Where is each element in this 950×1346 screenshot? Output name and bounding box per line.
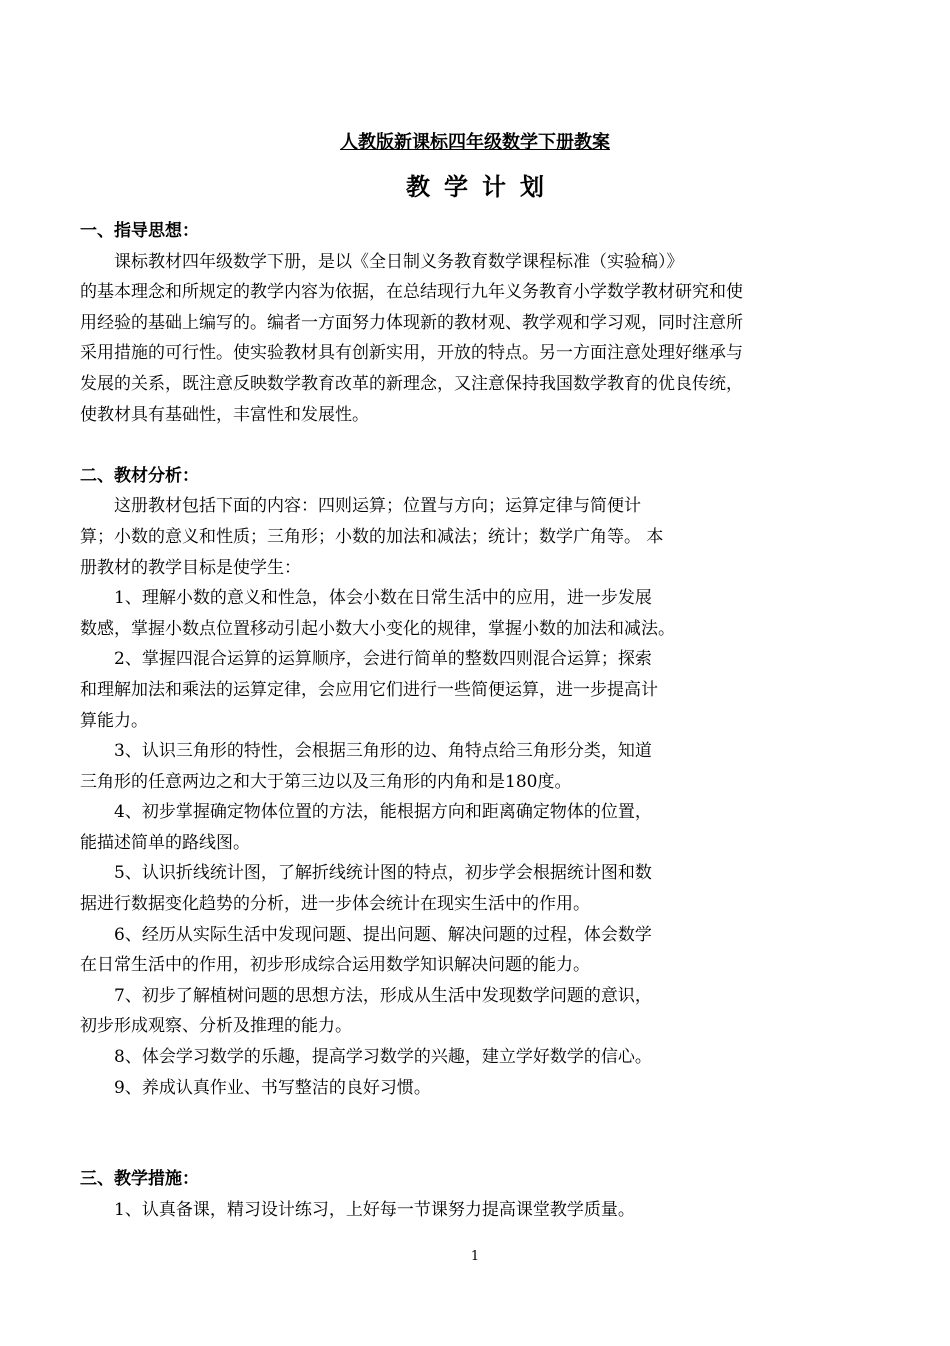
document-title: 人教版新课标四年级数学下册教案 [340, 132, 610, 153]
text-line: 这册教材包括下面的内容：四则运算；位置与方向；运算定律与简便计 [114, 496, 641, 517]
text-line: 采用措施的可行性。使实验教材具有创新实用，开放的特点。另一方面注意处理好继承与 [80, 343, 743, 364]
text-line: 2、掌握四混合运算的运算顺序，会进行简单的整数四则混合运算；探索 [114, 649, 652, 670]
text-line: 和理解加法和乘法的运算定律，会应用它们进行一些简便运算，进一步提高计 [80, 679, 658, 700]
text-line: 7、初步了解植树问题的思想方法，形成从生活中发现数学问题的意识， [114, 985, 652, 1006]
document-subtitle: 教学计划 [406, 172, 558, 201]
goal-item-8 [80, 1042, 840, 1073]
text-line: 三角形的任意两边之和大于第三边以及三角形的内角和是180度。 [80, 771, 572, 792]
text-line: 9、养成认真作业、书写整洁的良好习惯。 [114, 1077, 431, 1098]
goal-item-2 [80, 644, 840, 736]
section-heading-guiding-thought: 一、指导思想： [80, 221, 199, 241]
text-line: 数感，掌握小数点位置移动引起小数大小变化的规律，掌握小数的加法和减法。 [80, 618, 675, 639]
goal-item-3 [80, 736, 840, 797]
text-line: 用经验的基础上编写的。编者一方面努力体现新的教材观、教学观和学习观，同时注意所 [80, 312, 743, 333]
text-line: 5、认识折线统计图，了解折线统计图的特点，初步学会根据统计图和数 [114, 863, 652, 884]
text-line: 在日常生活中的作用，初步形成综合运用数学知识解决问题的能力。 [80, 955, 590, 976]
text-line: 3、认识三角形的特性，会根据三角形的边、角特点给三角形分类，知道 [114, 741, 652, 762]
paragraph-guiding-thought [80, 247, 840, 431]
text-line: 能描述简单的路线图。 [80, 832, 250, 853]
text-line: 的基本理念和所规定的教学内容为依据，在总结现行九年义务教育小学数学教材研究和使 [80, 282, 743, 303]
text-line: 课标教材四年级数学下册，是以《全日制义务教育数学课程标准（实验稿）》 [114, 251, 684, 272]
goal-item-6 [80, 920, 840, 981]
text-line: 算能力。 [80, 710, 148, 731]
section-heading-teaching-measures: 三、教学措施： [80, 1169, 199, 1190]
goal-item-9 [80, 1073, 840, 1104]
section-heading-material-analysis: 二、教材分析： [80, 465, 199, 486]
goal-item-4 [80, 797, 840, 858]
goal-item-1 [80, 583, 840, 644]
spacer [80, 430, 840, 461]
paragraph-material-intro [80, 491, 840, 583]
text-line: 册教材的教学目标是使学生： [80, 557, 301, 578]
text-line: 6、经历从实际生活中发现问题、提出问题、解决问题的过程，体会数学 [114, 924, 652, 945]
text-line: 初步形成观察、分析及推理的能力。 [80, 1016, 352, 1037]
document-body [80, 216, 840, 1225]
text-line: 8、体会学习数学的乐趣，提高学习数学的兴趣，建立学好数学的信心。 [114, 1047, 652, 1068]
paragraph-teaching-measures [80, 1195, 840, 1226]
text-line: 1、认真备课，精习设计练习，上好每一节课努力提高课堂教学质量。 [114, 1199, 635, 1220]
page-number: 1 [470, 1249, 480, 1264]
text-line: 发展的关系，既注意反映数学教育改革的新理念，又注意保持我国数学教育的优良传统， [80, 373, 743, 394]
goal-item-5 [80, 858, 840, 919]
spacer [80, 1103, 840, 1164]
text-line: 据进行数据变化趋势的分析，进一步体会统计在现实生活中的作用。 [80, 894, 590, 915]
text-line: 4、初步掌握确定物体位置的方法，能根据方向和距离确定物体的位置， [114, 802, 652, 823]
text-line: 使教材具有基础性，丰富性和发展性。 [80, 404, 369, 425]
goal-item-7 [80, 981, 840, 1042]
text-line: 1、理解小数的意义和性急，体会小数在日常生活中的应用，进一步发展 [114, 588, 652, 609]
text-line: 算；小数的意义和性质；三角形；小数的加法和减法；统计；数学广角等。 本 [80, 526, 664, 547]
